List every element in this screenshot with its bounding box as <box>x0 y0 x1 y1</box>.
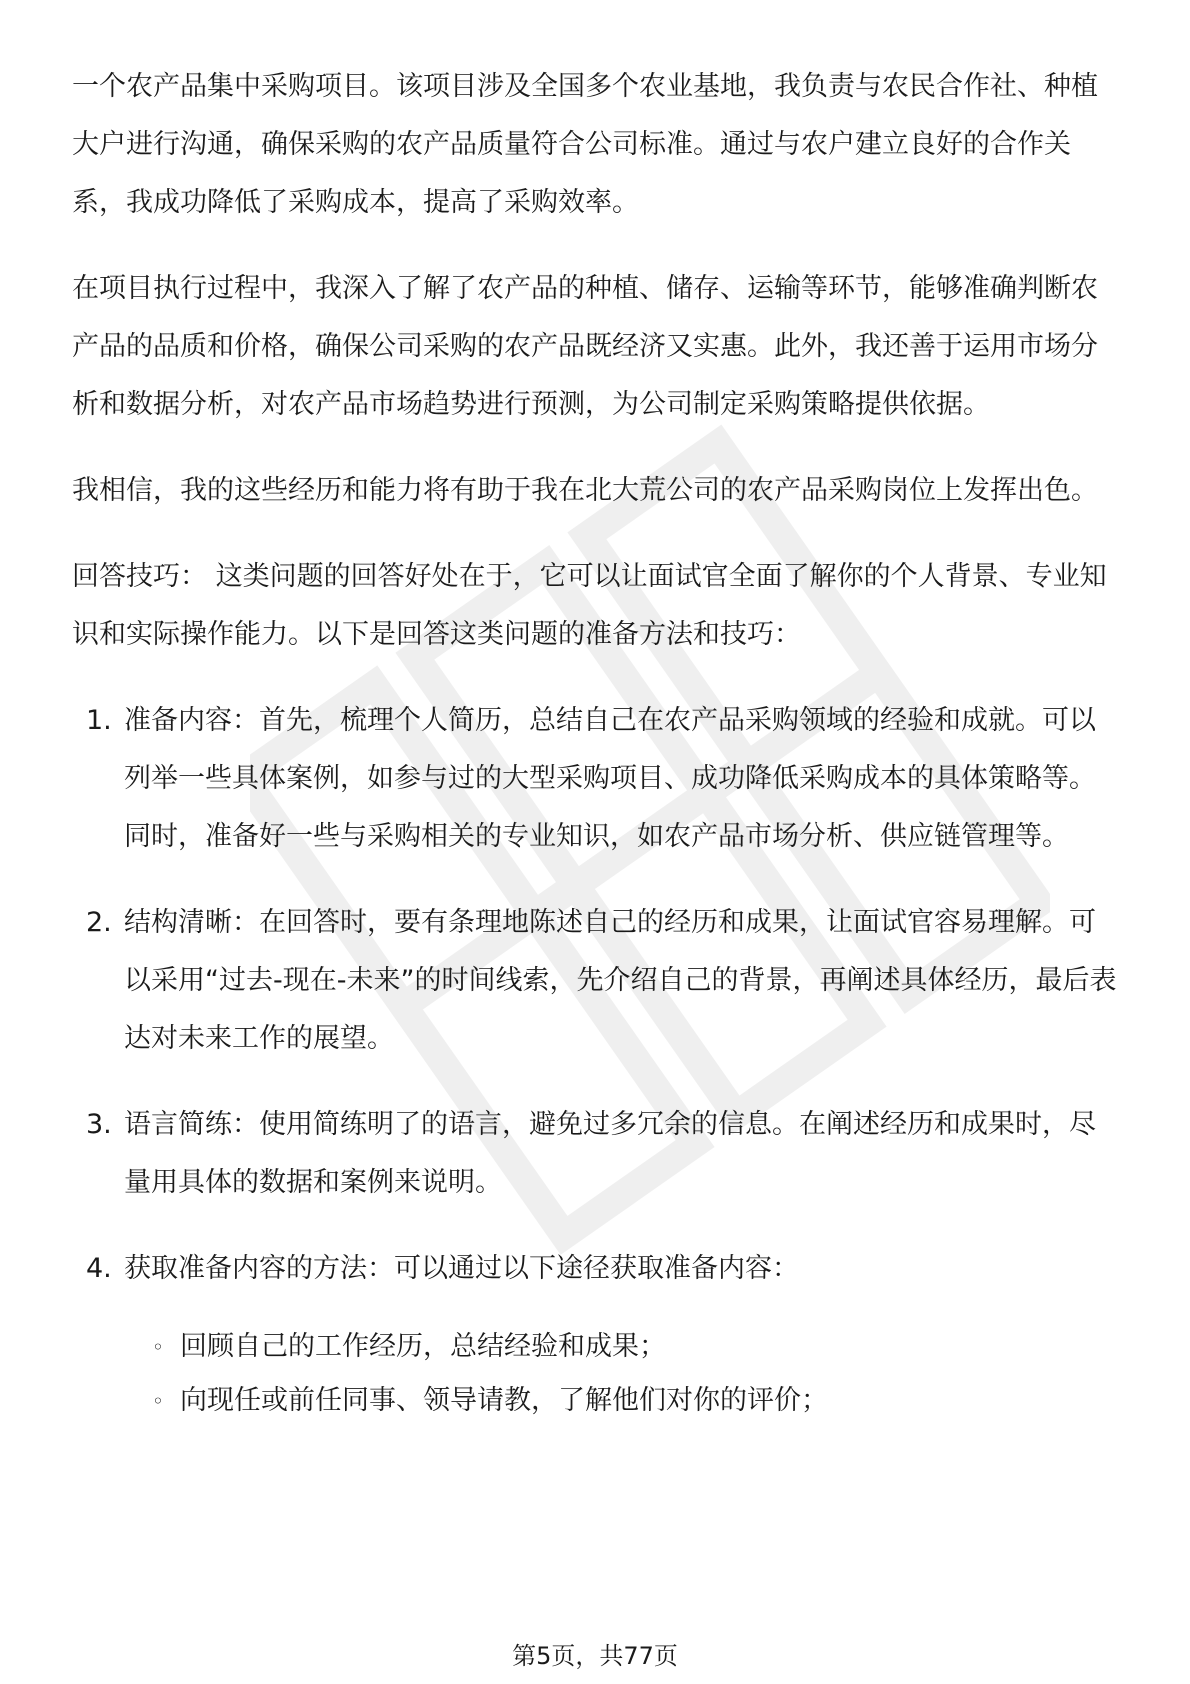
sub-list-text: 向现任或前任同事、领导请教，了解他们对你的评价； <box>180 1385 828 1416</box>
list-text: 结构清晰：在回答时，要有条理地陈述自己的经历和成果，让面试官容易理解。可以采用“过去-现在-未来”的时间线索，先介绍自己的背景，再阐述具体经历，最后表达对未来工作的展望。 <box>124 907 1117 1054</box>
tips-list <box>72 692 1118 1298</box>
list-number: 4. <box>86 1253 112 1284</box>
paragraph-conclusion: 我相信，我的这些经历和能力将有助于我在北大荒公司的农产品采购岗位上发挥出色。 <box>72 475 1098 506</box>
list-item <box>72 692 1118 866</box>
paragraph-project-intro: 一个农产品集中采购项目。该项目涉及全国多个农业基地，我负责与农民合作社、种植大户进行沟通，确保采购的农产品质量符合公司标准。通过与农户建立良好的合作关系，我成功降低了采购成本，提高了采购效率。 <box>72 71 1098 218</box>
list-number: 1. <box>86 705 112 736</box>
page-number-footer: 第5页，共77页 <box>512 1642 678 1670</box>
paragraph-answer-tips: 回答技巧： 这类问题的回答好处在于，它可以让面试官全面了解你的个人背景、专业知识和实际操作能力。以下是回答这类问题的准备方法和技巧： <box>72 561 1107 650</box>
bullet-icon: ◦ <box>152 1389 164 1413</box>
list-number: 2. <box>86 907 112 938</box>
sub-list-item <box>152 1374 1118 1428</box>
list-text: 准备内容：首先，梳理个人简历，总结自己在农产品采购领域的经验和成就。可以列举一些具体案例，如参与过的大型采购项目、成功降低采购成本的具体策略等。同时，准备好一些与采购相关的专业知识，如农产品市场分析、供应链管理等。 <box>124 705 1096 852</box>
sub-list <box>72 1320 1118 1428</box>
list-text: 语言简练：使用简练明了的语言，避免过多冗余的信息。在阐述经历和成果时，尽量用具体的数据和案例来说明。 <box>124 1109 1096 1198</box>
document-page <box>72 58 1118 1428</box>
sub-list-item <box>152 1320 1118 1374</box>
list-item <box>72 1240 1118 1298</box>
bullet-icon: ◦ <box>152 1335 164 1359</box>
list-number: 3. <box>86 1109 112 1140</box>
sub-list-text: 回顾自己的工作经历，总结经验和成果； <box>180 1331 666 1362</box>
paragraph-project-execution: 在项目执行过程中，我深入了解了农产品的种植、储存、运输等环节，能够准确判断农产品的品质和价格，确保公司采购的农产品既经济又实惠。此外，我还善于运用市场分析和数据分析，对农产品市场趋势进行预测，为公司制定采购策略提供依据。 <box>72 273 1098 420</box>
list-item <box>72 1096 1118 1212</box>
list-text: 获取准备内容的方法：可以通过以下途径获取准备内容： <box>124 1253 799 1284</box>
list-item <box>72 894 1118 1068</box>
